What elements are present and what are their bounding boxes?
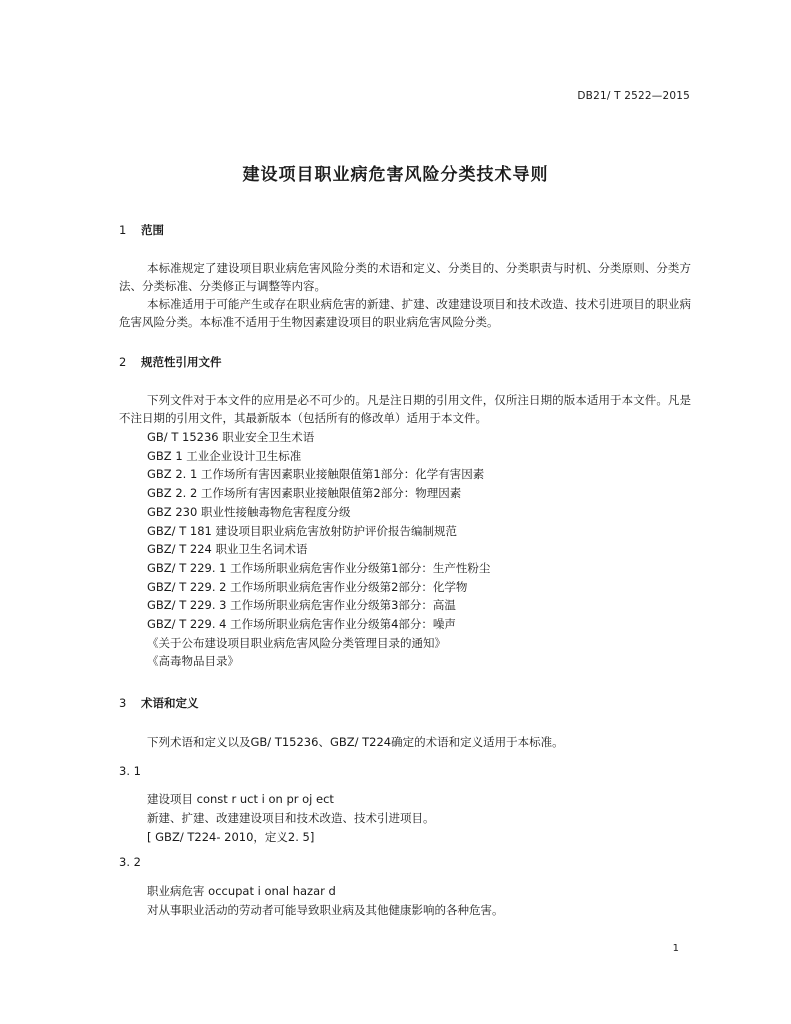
section-2-heading <box>119 354 222 370</box>
reference-item: GBZ/ T 224 职业卫生名词术语 <box>147 542 308 557</box>
section-3-intro <box>119 733 691 751</box>
reference-item: GBZ 230 职业性接触毒物危害程度分级 <box>147 504 351 519</box>
reference-item: GBZ/ T 181 建设项目职业病危害放射防护评价报告编制规范 <box>147 523 457 538</box>
paragraph: 本标准适用于可能产生或存在职业病危害的新建、扩建、改建建设项目和技术改造、技术引进项目的职业病危害风险分类。本标准不适用于生物因素建设项目的职业病危害风险分类。 <box>119 297 691 329</box>
section-number: 1 <box>119 223 127 237</box>
term-number: 3. 1 <box>119 764 141 778</box>
document-title: 建设项目职业病危害风险分类技术导则 <box>242 165 549 185</box>
term-definition: 新建、扩建、改建建设项目和技术改造、技术引进项目。 <box>147 811 435 825</box>
section-title: 规范性引用文件 <box>141 355 222 369</box>
paragraph: 本标准规定了建设项目职业病危害风险分类的术语和定义、分类目的、分类职责与时机、分类原则、分类方法、分类标准、分类修正与调整等内容。 <box>119 261 691 293</box>
reference-item: GB/ T 15236 职业安全卫生术语 <box>147 430 315 444</box>
reference-list <box>147 428 490 671</box>
term-name: 职业病危害 occupat i onal hazar d <box>147 884 336 898</box>
paragraph: 下列术语和定义以及GB/ T15236、GBZ/ T224确定的术语和定义适用于本标准。 <box>147 735 564 749</box>
section-1-heading <box>119 222 164 238</box>
reference-item: GBZ 1 工业企业设计卫生标准 <box>147 448 302 463</box>
paragraph: 下列文件对于本文件的应用是必不可少的。凡是注日期的引用文件，仅所注日期的版本适用于本文件。凡是不注日期的引用文件，其最新版本（包括所有的修改单）适用于本文件。 <box>119 393 691 425</box>
term-name: 建设项目 const r uct i on pr oj ect <box>147 792 334 806</box>
reference-item: GBZ/ T 229. 3 工作场所职业病危害作业分级第3部分：高温 <box>147 598 456 613</box>
standard-code: DB21/ T 2522—2015 <box>577 90 690 102</box>
section-title: 范围 <box>141 223 164 237</box>
term-entry <box>147 790 435 847</box>
reference-item: GBZ/ T 229. 4 工作场所职业病危害作业分级第4部分：噪声 <box>147 617 456 632</box>
term-number: 3. 2 <box>119 855 141 869</box>
reference-item: GBZ/ T 229. 2 工作场所职业病危害作业分级第2部分：化学物 <box>147 579 468 594</box>
term-source: [ GBZ/ T224- 2010，定义2. 5] <box>147 830 315 844</box>
section-1-body <box>119 259 691 331</box>
section-3-heading <box>119 695 199 711</box>
section-2-intro <box>119 391 691 427</box>
reference-item: GBZ 2. 2 工作场所有害因素职业接触限值第2部分：物理因素 <box>147 486 462 501</box>
section-number: 3 <box>119 696 127 710</box>
reference-item: 《高毒物品目录》 <box>147 654 239 669</box>
page-number: 1 <box>672 943 679 954</box>
section-title: 术语和定义 <box>141 696 199 710</box>
reference-item: GBZ/ T 229. 1 工作场所职业病危害作业分级第1部分：生产性粉尘 <box>147 560 491 575</box>
section-number: 2 <box>119 355 127 369</box>
term-entry <box>147 882 504 920</box>
term-definition: 对从事职业活动的劳动者可能导致职业病及其他健康影响的各种危害。 <box>147 903 504 917</box>
reference-item: GBZ 2. 1 工作场所有害因素职业接触限值第1部分：化学有害因素 <box>147 467 485 482</box>
reference-item: 《关于公布建设项目职业病危害风险分类管理目录的通知》 <box>147 635 446 650</box>
